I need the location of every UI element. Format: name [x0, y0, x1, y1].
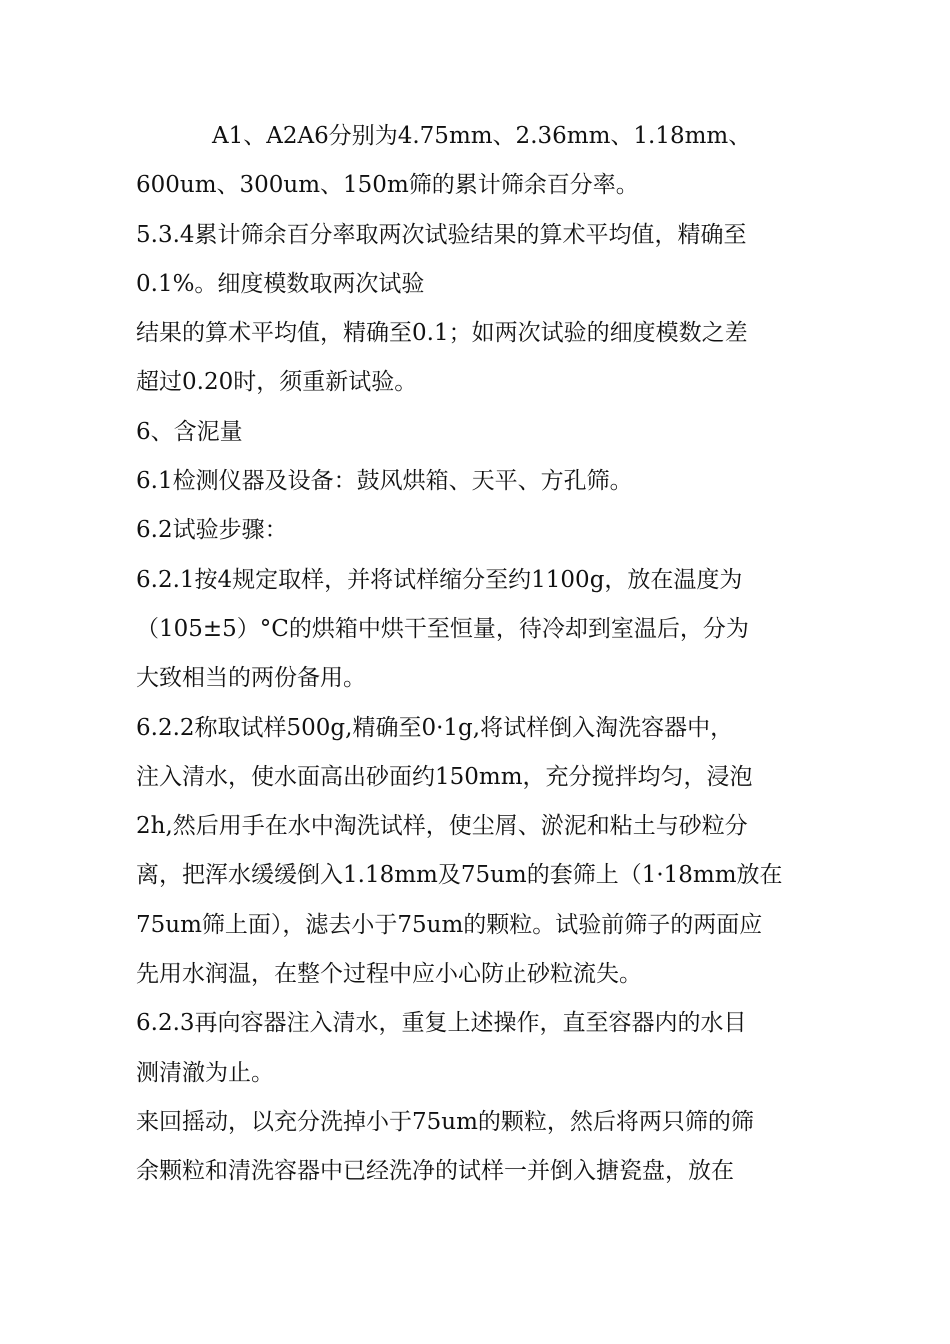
text-line: 大致相当的两份备用。	[136, 665, 366, 692]
text-line: 5.3.4累计筛余百分率取两次试验结果的算术平均值，精确至	[136, 221, 747, 248]
text-line: 2h,然后用手在水中淘洗试样，使尘屑、淤泥和粘土与砂粒分	[136, 813, 748, 840]
text-line: 超过0.20时，须重新试验。	[136, 369, 418, 396]
text-line: 6.2试验步骤：	[136, 517, 288, 544]
text-line: 600um、300um、150m筛的累计筛余百分率。	[136, 172, 639, 199]
text-line: 先用水润温，在整个过程中应小心防止砂粒流失。	[136, 961, 642, 988]
text-line: 6.2.1按4规定取样，并将试样缩分至约1100g，放在温度为	[136, 566, 743, 593]
body-text	[136, 112, 826, 1197]
text-line: （105±5）°C的烘箱中烘干至恒量，待冷却到室温后，分为	[136, 615, 749, 642]
text-line: 6.2.3再向容器注入清水，重复上述操作，直至容器内的水目	[136, 1010, 747, 1037]
text-line: 来回摇动，以充分洗掉小于75um的颗粒，然后将两只筛的筛	[136, 1108, 754, 1135]
text-line: A1、A2A6分别为4.75mm、2.36mm、1.18mm、	[212, 123, 752, 149]
text-line: 测清澈为止。	[136, 1059, 274, 1086]
text-line: 6.2.2称取试样500g,精确至0·1g,将试样倒入淘洗容器中，	[136, 714, 734, 741]
text-line: 注入清水，使水面高出砂面约150mm，充分搅拌均匀，浸泡	[136, 763, 753, 790]
section-heading: 6、含泥量	[136, 418, 243, 445]
text-line: 结果的算术平均值，精确至0.1；如两次试验的细度模数之差	[136, 320, 748, 347]
text-line: 0.1%。细度模数取两次试验	[136, 270, 425, 297]
text-line: 离，把浑水缓缓倒入1.18mm及75um的套筛上（1·18mm放在	[136, 862, 783, 889]
text-line: 6.1检测仪器及设备：鼓风烘箱、天平、方孔筛。	[136, 468, 633, 495]
text-line: 余颗粒和清洗容器中已经洗净的试样一并倒入搪瓷盘，放在	[136, 1158, 734, 1185]
text-line: 75um筛上面），滤去小于75um的颗粒。试验前筛子的两面应	[136, 911, 763, 938]
